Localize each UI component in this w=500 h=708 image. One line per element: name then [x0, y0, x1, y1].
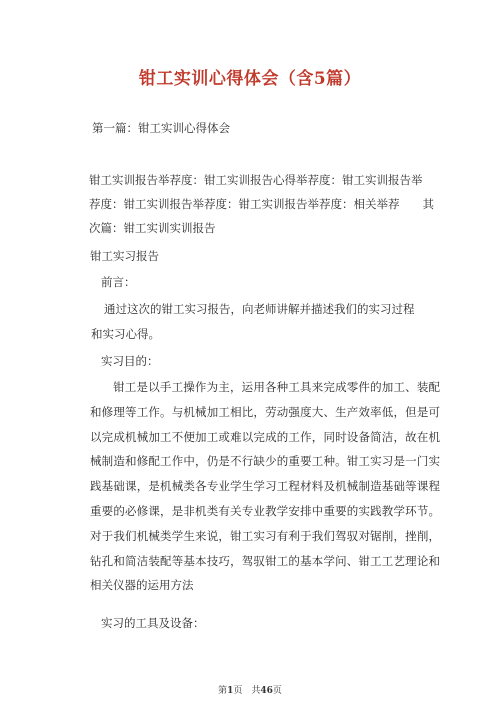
preface-text-line: 和实习心得。 — [91, 327, 160, 341]
preface-heading: 前言： — [101, 275, 136, 289]
footer-page-number: 1 — [227, 686, 234, 696]
preface-text-line: 通过这次的钳工实习报告，向老师讲解并描述我们的实习过程 — [104, 302, 415, 316]
footer-total-pages: 46 — [260, 686, 273, 696]
purpose-paragraph — [90, 375, 440, 598]
recommend-line: 荐度：钳工实训报告举荐度：钳工实训报告举荐度：相关举荐 其 — [89, 197, 434, 211]
tools-heading: 实习的工具及设备： — [101, 616, 205, 630]
recommend-line: 次篇：钳工实训实训报告 — [89, 221, 216, 235]
purpose-text: 钳工是以手工操作为主，运用各种工具来完成零件的加工、装配和修理等工作。与机械加工相比，劳动强度大、生产效率低，但是可以完成机械加工不便加工或难以完成的工作，同时设备简洁，故在机械制造和修配工作中，仍是不行缺少的重要工种。钳工实习是一门实践基础课，是机械类各专业学生学习工程材料及机械制造基础等课程重要的必修课，是非机类有关专业教学安排中重要的实践教学环节。对于我们机械类学生来说，钳工实习有利于我们驾驭对锯削，挫削，钻孔和简洁装配等基本技巧，驾驭钳工的基本学问、钳工工艺理论和相关仪器的运用方法 — [90, 380, 440, 593]
report-title: 钳工实习报告 — [90, 249, 159, 263]
purpose-heading: 实习目的： — [101, 354, 159, 368]
recommend-line: 钳工实训报告举荐度：钳工实训报告心得举荐度：钳工实训报告举 — [89, 173, 423, 187]
page-footer — [0, 683, 500, 696]
footer-prefix: 第 — [218, 686, 228, 696]
section-heading: 第一篇：钳工实训心得体会 — [92, 121, 230, 135]
footer-suffix: 页 — [272, 686, 282, 696]
document-title: 钳工实训心得体会（含5篇） — [138, 69, 362, 89]
footer-middle: 页 共 — [233, 686, 261, 696]
